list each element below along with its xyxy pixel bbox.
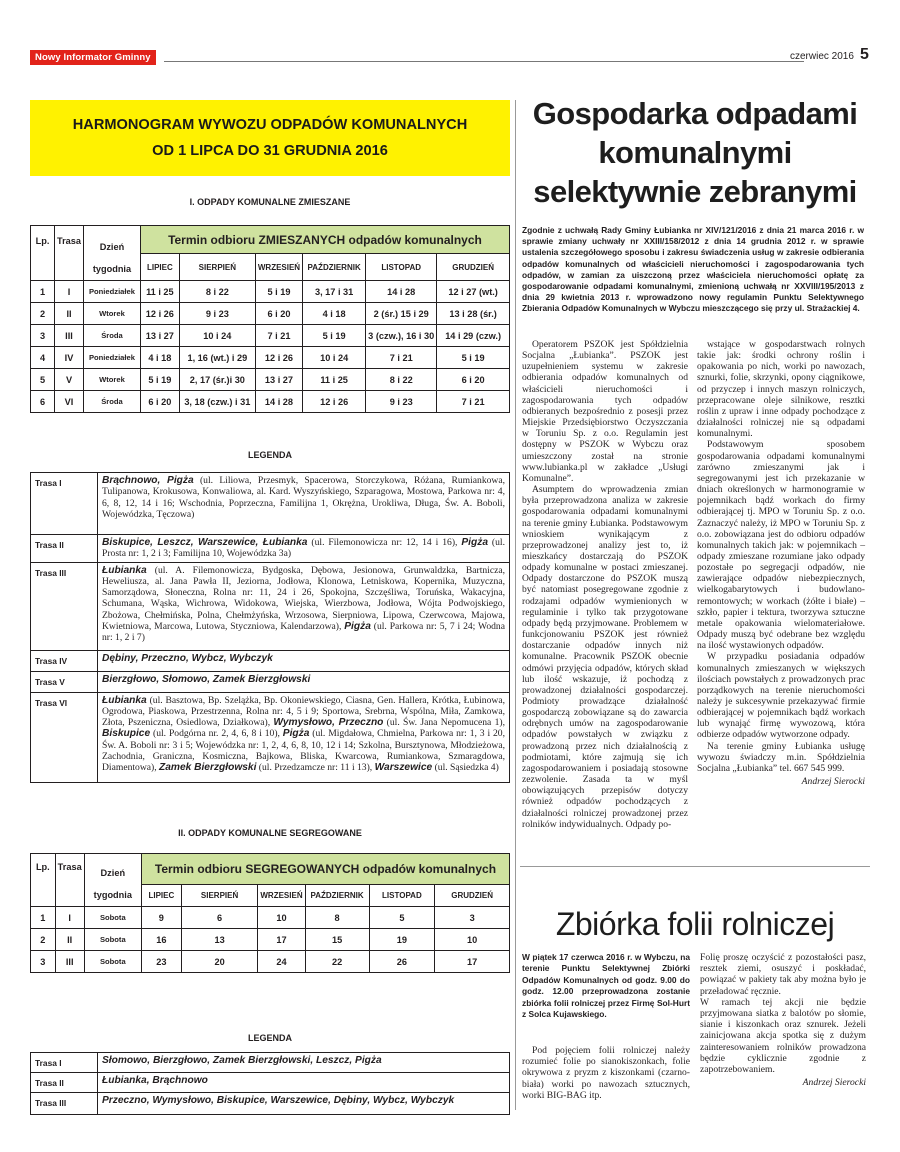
pickup-dates: 14 i 28 bbox=[366, 281, 437, 303]
row-day: Poniedziałek bbox=[84, 347, 141, 369]
section-heading-segregated: II. ODPADY KOMUNALNE SEGREGOWANE bbox=[178, 828, 362, 838]
place-name: Pigża bbox=[344, 621, 371, 633]
table-row bbox=[31, 303, 510, 325]
route-label: Trasa I bbox=[31, 473, 98, 535]
pickup-dates: 3 (czw.), 16 i 30 bbox=[366, 325, 437, 347]
pickup-dates: 7 i 21 bbox=[366, 347, 437, 369]
pickup-dates: 10 i 24 bbox=[303, 347, 366, 369]
place-name: Zamek Bierzgłowski bbox=[159, 762, 257, 774]
table-row bbox=[31, 281, 510, 303]
article2-column-1: Pod pojęciem folii rolniczej należy rozumieć folie po sianokiszonkach, folie okrywowa z pryzm z kiszonkami (czarno-biała) worki po nawozach sztucznych, worki BIG-BAG itp. bbox=[522, 1045, 690, 1101]
row-day: Sobota bbox=[84, 907, 141, 929]
pickup-dates: 10 bbox=[258, 907, 305, 929]
place-name: Wymysłowo, Przeczno bbox=[273, 717, 384, 729]
row-trasa: II bbox=[55, 929, 84, 951]
table-row bbox=[31, 929, 510, 951]
pickup-dates: 6 i 20 bbox=[437, 369, 510, 391]
pickup-dates: 15 bbox=[305, 929, 369, 951]
street-list: (ul. Podgórna nr. 2, 4, 6, 8 i 10), bbox=[150, 728, 283, 740]
pickup-dates: 4 i 18 bbox=[140, 347, 179, 369]
paragraph: Folię proszę oczyścić z pozostałości pasz, resztek ziemi, osuszyć i poskładać, powiązać w pakiety tak aby można było je przeładować ręcznie. bbox=[700, 952, 866, 997]
place-name: Przeczno, Wymysłowo, Biskupice, Warszewice, Dębiny, Wybcz, Wybczyk bbox=[102, 1095, 455, 1106]
legend-heading-2: LEGENDA bbox=[247, 1033, 292, 1043]
table-row bbox=[31, 369, 510, 391]
route-label: Trasa II bbox=[31, 1073, 98, 1093]
row-trasa: V bbox=[55, 369, 84, 391]
col-header-lp: Lp. bbox=[31, 854, 56, 907]
paragraph: Asumptem do wprowadzenia zmian była przeprowadzona analiza w zakresie gospodarowania odpadami komunalnymi na terenie gminy Łubianka. Podstawowym wnioskiem wynikającym z przeprowadzonej analizy jest to, iż mieszkańcy dostarczają do PSZOK odpady komunalne w postaci zmieszanej. Odpady dostarczone do PSZOK muszą być natomiast posegregowane zgodnie z rodzajami odpadów wymienionych w regulaminie i tylko tak przygotowane odpady będą przyjmowane. Problemem w funkcjonowaniu PSZOK jest również dostarczanie odpadów innych niż komunalne. Pracownik PSZOK obecnie odmówi przyjęcia odpadów, których skład lub ilość wskazuje, iż pochodzą z prowadzonej działalności gospodarczej. Podmioty prowadzące działalność gospodarczą zobowiązane są do zawarcia odrębnych umów na zagospodarowanie odpadów powstałych w związku z prowadzoną przez nich działalnością z podmiotami, które zajmują się ich zagospodarowaniem i posiadają stosowne zezwolenie. Zasada ta w myśl obowiązujących przepisów dotyczy również odpadów pochodzących z działalności rolniczej prowadzonej przez rolników indywidualnych. Odpady po- bbox=[522, 484, 688, 830]
row-day: Środa bbox=[84, 391, 141, 413]
table-row bbox=[31, 325, 510, 347]
col-header-dzien: Dzień tygodnia bbox=[84, 854, 141, 907]
route-label: Trasa III bbox=[31, 1093, 98, 1115]
place-name: Słomowo, Bierzgłowo, Zamek Bierzgłowski, Leszcz, Pigża bbox=[102, 1055, 382, 1066]
pickup-dates: 10 i 24 bbox=[179, 325, 255, 347]
month-header: PAŹDZIERNIK bbox=[305, 884, 369, 906]
author-signature: Andrzej Sierocki bbox=[801, 776, 865, 788]
route-places bbox=[98, 692, 510, 782]
row-day: Wtorek bbox=[84, 303, 141, 325]
legend-row bbox=[31, 1053, 510, 1073]
row-lp: 1 bbox=[31, 907, 56, 929]
legend-row bbox=[31, 650, 510, 671]
pickup-dates: 20 bbox=[181, 951, 258, 973]
pickup-dates: 12 i 26 bbox=[140, 303, 179, 325]
article2-title: Zbiórka folii rolniczej bbox=[555, 906, 835, 942]
route-places bbox=[98, 650, 510, 671]
pickup-dates: 8 bbox=[305, 907, 369, 929]
pickup-dates: 3, 17 i 31 bbox=[303, 281, 366, 303]
pickup-dates: 6 bbox=[181, 907, 258, 929]
month-header: WRZESIEŃ bbox=[255, 254, 302, 281]
pickup-dates: 19 bbox=[369, 929, 435, 951]
pickup-dates: 6 i 20 bbox=[255, 303, 302, 325]
legend-row bbox=[31, 562, 510, 650]
schedule-banner bbox=[30, 100, 510, 176]
legend-row bbox=[31, 1073, 510, 1093]
pickup-dates: 13 i 27 bbox=[140, 325, 179, 347]
legend-row bbox=[31, 671, 510, 692]
legend-row bbox=[31, 1093, 510, 1115]
pickup-dates: 3 bbox=[435, 907, 510, 929]
pickup-dates: 23 bbox=[141, 951, 181, 973]
route-label: Trasa V bbox=[31, 671, 98, 692]
pickup-dates: 7 i 21 bbox=[255, 325, 302, 347]
article-column-1 bbox=[522, 339, 688, 830]
place-name: Pigża bbox=[461, 537, 488, 548]
place-name: Łubianka bbox=[102, 564, 147, 576]
place-name: Biskupice bbox=[102, 728, 151, 740]
pickup-dates: 5 i 19 bbox=[140, 369, 179, 391]
row-lp: 5 bbox=[31, 369, 55, 391]
pickup-dates: 5 i 19 bbox=[437, 347, 510, 369]
group-header: Termin odbioru ZMIESZANYCH odpadów komunalnych bbox=[140, 226, 509, 254]
pickup-dates: 16 bbox=[141, 929, 181, 951]
month-header: SIERPIEŃ bbox=[179, 254, 255, 281]
pickup-dates: 2 (śr.) 15 i 29 bbox=[366, 303, 437, 325]
place-name: Łubianka bbox=[102, 694, 147, 706]
pickup-dates: 24 bbox=[258, 951, 305, 973]
pickup-dates: 6 i 20 bbox=[140, 391, 179, 413]
route-label: Trasa VI bbox=[31, 692, 98, 782]
street-list: (ul. Migdałowa, Chmielna, Parkowa nr: 1, 3 i 20, Św. A. Boboli nr: 3 i 5; Wojewódzka nr: 1, 2, 4, 6, 8, 10, 12 i 14; Szkolna, Bursztynowa, Młodzieżowa, Zachodnia, Graniczna, Kosmiczna, Bajkowa, Bliska, Kwarcowa, Rumiankowa, Szmaragdowa, Diamentowa), bbox=[102, 728, 505, 774]
route-places bbox=[98, 535, 510, 563]
pickup-dates: 5 i 19 bbox=[255, 281, 302, 303]
pickup-dates: 13 i 27 bbox=[255, 369, 302, 391]
pickup-dates: 9 bbox=[141, 907, 181, 929]
pickup-dates: 22 bbox=[305, 951, 369, 973]
legend-row bbox=[31, 473, 510, 535]
street-list: (ul. Basztowa, Bp. Szelążka, Bp. Okoniewskiego, Ciasna, Gen. Hallera, Krótka, Łubinowa, Ogrodowa, Piaskowa, Przestrzenna, Rolna nr: 4, 5 i 9; Sportowa, Srebrna, Wspólna, Miła, Zamkowa, Złota, Pszeniczna, Osiedlowa, Działkowa), bbox=[102, 694, 505, 729]
route-places bbox=[98, 1073, 510, 1093]
route-label: Trasa II bbox=[31, 535, 98, 563]
place-name: Bierzgłowo, Słomowo, Zamek Bierzgłowski bbox=[102, 673, 311, 685]
place-name: Łubianka, Brąchnowo bbox=[102, 1075, 208, 1086]
pickup-dates: 13 bbox=[181, 929, 258, 951]
row-lp: 2 bbox=[31, 929, 56, 951]
article-lead: Zgodnie z uchwałą Rady Gminy Łubianka nr XIV/121/2016 z dnia 21 marca 2016 r. w sprawie zmiany uchwały nr XXIII/158/2012 z dnia 14 grudnia 2012 r. w sprawie ustalenia szczegółowego sposobu i zakresu świadczenia usług w zakresie odbierania odpadów komunalnych od właścicieli nieruchomości i zagospodarowania tych odpadów, w zamian za uiszczoną przez właściciela nieruchomości opłatę za gospodarowanie odpadami komunalnymi, zmienioną uchwałą nr XXVIII/195/2013 z dnia 29 kwietnia 2013 r. wprowadzono nowy regulamin Punktu Selektywnego Zbierania Odpadów Komunalnych w Wybczu mieszczącego się przy ul. Strażackiej 4. bbox=[522, 225, 864, 314]
pickup-dates: 9 i 23 bbox=[179, 303, 255, 325]
col-header-lp: Lp. bbox=[31, 226, 55, 281]
paragraph: wstające w gospodarstwach rolnych takie jak: środki ochrony roślin i opakowania po nich, worki po nawozach, sznurki, folie, skrzynki, opony ciągnikowe, od przyczep i innych maszyn rolniczych, przepracowane oleje silnikowe, resztki roślin z upraw i inne odpady pochodzące z działalności rolniczej nie są odpadami komunalnymi. bbox=[697, 339, 865, 440]
street-list: (ul. Filemonowicza nr: 12, 14 i 16), bbox=[307, 537, 462, 548]
pickup-dates: 2, 17 (śr.)i 30 bbox=[179, 369, 255, 391]
article-separator bbox=[520, 866, 870, 867]
pickup-dates: 17 bbox=[435, 951, 510, 973]
row-trasa: III bbox=[55, 325, 84, 347]
author-signature: Andrzej Sierocki bbox=[802, 1077, 866, 1089]
section-heading-mixed: I. ODPADY KOMUNALNE ZMIESZANE bbox=[189, 197, 351, 207]
route-label: Trasa I bbox=[31, 1053, 98, 1073]
month-header: GRUDZIEŃ bbox=[437, 254, 510, 281]
paragraph: Podstawowym sposobem gospodarowania odpadami komunalnymi zarówno zmieszanymi jak i segregowanymi jest ich przekazanie w dniach określonych w harmonogramie w pojemnikach bądź workach do firmy odbierającej tj. MPO w Toruniu Sp. z o.o. Zaznaczyć należy, iż MPO w Toruniu Sp. z o.o. zobowiązana jest do odbioru odpadów komunalnych takich jak: w pojemnikach – odpady zmieszane rozumiane jako odpady pozostałe po segregacji odpadów, nie zawierające odpadów niebezpiecznych, wielkogabarytowych i budowlano-remontowych; w workach (żółte i białe) – szkło, papier i tektura, tworzywa sztuczne metale opakowania wielomateriałowe. Odpady muszą być odebrane bez względu na ilość wystawionych odpadów. bbox=[697, 439, 865, 652]
street-list: (ul. Prosta nr: 1, 2 i 3; Familijna 10, Wojewódzka 3a) bbox=[102, 537, 505, 560]
pickup-dates: 26 bbox=[369, 951, 435, 973]
month-header: LISTOPAD bbox=[369, 884, 435, 906]
column-divider bbox=[515, 100, 516, 1110]
legend-row bbox=[31, 535, 510, 563]
street-list: (ul. Św. Jana Nepomucena 1), bbox=[383, 717, 505, 729]
place-name: Warszewice bbox=[374, 762, 433, 774]
table-row bbox=[31, 907, 510, 929]
row-lp: 3 bbox=[31, 325, 55, 347]
route-places bbox=[98, 671, 510, 692]
page-number: 5 bbox=[860, 46, 869, 63]
month-header: SIERPIEŃ bbox=[181, 884, 258, 906]
article2-column-2 bbox=[700, 952, 866, 1088]
row-day: Poniedziałek bbox=[84, 281, 141, 303]
pickup-dates: 3, 18 (czw.) i 31 bbox=[179, 391, 255, 413]
month-header: GRUDZIEŃ bbox=[435, 884, 510, 906]
route-label: Trasa IV bbox=[31, 650, 98, 671]
row-trasa: I bbox=[55, 281, 84, 303]
month-header: LISTOPAD bbox=[366, 254, 437, 281]
row-day: Środa bbox=[84, 325, 141, 347]
table-row bbox=[31, 347, 510, 369]
table-row bbox=[31, 951, 510, 973]
pickup-dates: 8 i 22 bbox=[179, 281, 255, 303]
article2-lead: W piątek 17 czerwca 2016 r. w Wybczu, na terenie Punktu Selektywnej Zbiórki Odpadów Komunalnych od godz. 9.00 do godz. 12.00 przeprowadzona zostanie zbiórka folii rolniczej przez Firmę Sol-Hurt z Solca Kujawskiego. bbox=[522, 952, 690, 1020]
paragraph: W ramach tej akcji nie będzie przyjmowana siatka z balotów po słomie, sianie i kiszonkach oraz sznurek. Jeżeli zainicjowana akcja spotka się z dużym zainteresowaniem rolników prowadzona będzie cyklicznie zgodnie z zapotrzebowaniem. bbox=[700, 996, 866, 1076]
group-header: Termin odbioru SEGREGOWANYCH odpadów komunalnych bbox=[141, 854, 509, 885]
article-column-2 bbox=[697, 339, 865, 787]
mixed-waste-schedule bbox=[30, 225, 510, 413]
banner-line-2: OD 1 LIPCA DO 31 GRUDNIA 2016 bbox=[152, 143, 388, 159]
pickup-dates: 9 i 23 bbox=[366, 391, 437, 413]
pickup-dates: 12 i 26 bbox=[303, 391, 366, 413]
street-list: (ul. Sąsiedzka 4) bbox=[432, 762, 499, 774]
paragraph: Operatorem PSZOK jest Spółdzielnia Socjalna „Łubianka”. PSZOK jest uzupełnieniem systemu w zakresie odbierania odpadów komunalnych od właścicieli nieruchomości i zagospodarowania tych odpadów odbieranych bezpośrednio z posesji przez Miejskie Przedsiębiorstwo Oczyszczania w Toruniu Sp. z o.o. Regulamin jest dostępny w PSZOK w Wybczu oraz umieszczony został na stronie www.lubianka.pl w zakładce „Usługi Komunalne”. bbox=[522, 339, 688, 484]
page-header bbox=[30, 46, 870, 68]
place-name: Brąchnowo, Pigża bbox=[102, 475, 194, 486]
banner-line-1: HARMONOGRAM WYWOZU ODPADÓW KOMUNALNYCH bbox=[72, 117, 468, 133]
row-lp: 2 bbox=[31, 303, 55, 325]
pickup-dates: 13 i 28 (śr.) bbox=[437, 303, 510, 325]
legend-table-segregated bbox=[30, 1052, 510, 1115]
legend-row bbox=[31, 692, 510, 782]
legend-table-mixed bbox=[30, 472, 510, 783]
col-header-trasa: Trasa bbox=[55, 854, 84, 907]
month-header: WRZESIEŃ bbox=[258, 884, 305, 906]
pickup-dates: 14 i 29 (czw.) bbox=[437, 325, 510, 347]
row-day: Sobota bbox=[84, 951, 141, 973]
pickup-dates: 1, 16 (wt.) i 29 bbox=[179, 347, 255, 369]
route-places bbox=[98, 473, 510, 535]
pickup-dates: 17 bbox=[258, 929, 305, 951]
pickup-dates: 8 i 22 bbox=[366, 369, 437, 391]
row-lp: 1 bbox=[31, 281, 55, 303]
article-title: Gospodarka odpadami komunalnymi selektywnie zebranymi bbox=[532, 96, 858, 209]
col-header-dzien: Dzień tygodnia bbox=[84, 226, 141, 281]
place-name: Dębiny, Przeczno, Wybcz, Wybczyk bbox=[102, 652, 273, 664]
route-places bbox=[98, 1093, 510, 1115]
row-day: Wtorek bbox=[84, 369, 141, 391]
col-header-trasa: Trasa bbox=[55, 226, 84, 281]
street-list: (ul. Przedzamcze nr: 11 i 13), bbox=[256, 762, 375, 774]
pickup-dates: 11 i 25 bbox=[303, 369, 366, 391]
pickup-dates: 5 bbox=[369, 907, 435, 929]
pickup-dates: 10 bbox=[435, 929, 510, 951]
street-list: (ul. Parkowa nr: 5, 7 i 24; Wodna nr: 1, 2 i 7) bbox=[102, 621, 505, 644]
pickup-dates: 11 i 25 bbox=[140, 281, 179, 303]
segregated-waste-schedule bbox=[30, 853, 510, 973]
pickup-dates: 4 i 18 bbox=[303, 303, 366, 325]
street-list: (ul. A. Filemonowicza, Bydgoska, Dębowa, Jesionowa, Grunwaldzka, Bartnicza, Heweliusza, al. Jana Pawła II, Jeziorna, Jodłowa, Klonowa, Letniskowa, Kopernika, Muzyczna, Samorządowa, Słoneczna, Rolna nr: 11, 24 i 26, Spokojna, Szczęśliwa, Toruńska, Wakacyjna, Schumana, Wąska, Wichrowa, Widokowa, Wiejska, Wierzbowa, Jodłowa, Wójta Podwojskiego, Zbożowa, Chełmińska, Polna, Chełmżyńska, Wrzosowa, Sierpniowa, Lipowa, Czerwcowa, Majowa, Kwietniowa, Marcowa, Lutowa, Styczniowa, Kalendarzowa), bbox=[102, 564, 505, 633]
brand-label: Nowy Informator Gminny bbox=[30, 50, 156, 65]
row-lp: 3 bbox=[31, 951, 56, 973]
pickup-dates: 5 i 19 bbox=[303, 325, 366, 347]
place-name: Biskupice, Leszcz, Warszewice, Łubianka bbox=[102, 537, 308, 548]
row-trasa: IV bbox=[55, 347, 84, 369]
issue-date: czerwiec 2016 bbox=[790, 51, 854, 62]
table-row bbox=[31, 391, 510, 413]
row-trasa: VI bbox=[55, 391, 84, 413]
street-list: (ul. Liliowa, Przesmyk, Spacerowa, Storczykowa, Różana, Rumiankowa, Tulipanowa, Krokusowa, Konwaliowa, al. Kard. Wyszyńskiego, Szparagowa, Mostowa, Parkowa nr: 4, 6, 8, 12, 14 i 16; Wschodnia, Poprzeczna, Familijna 1, Okrężna, Urokliwa, Długa, Św. A. Boboli, Wojewódzka, Tęczowa) bbox=[102, 475, 505, 520]
place-name: Pigża bbox=[282, 728, 310, 740]
paragraph: Na terenie gminy Łubianka usługę wywozu świadczy m.in. Spółdzielnia Socjalna „Łubianka” tel. 667 545 999. bbox=[697, 740, 865, 774]
legend-heading-1: LEGENDA bbox=[247, 450, 292, 460]
route-places bbox=[98, 562, 510, 650]
paragraph: W przypadku posiadania odpadów komunalnych zmieszanych w większych ilościach powstałych z prowadzonych prac porządkowych na terenie nieruchomości należy je sukcesywnie przekazywać firmie odbierającej w pojemnikach bądź workach lub wynająć firmę wywozową, która odbierze odpadów wytworzone odpady. bbox=[697, 651, 865, 741]
row-lp: 6 bbox=[31, 391, 55, 413]
header-rule bbox=[164, 61, 804, 62]
month-header: PAŹDZIERNIK bbox=[303, 254, 366, 281]
row-trasa: II bbox=[55, 303, 84, 325]
pickup-dates: 14 i 28 bbox=[255, 391, 302, 413]
pickup-dates: 12 i 26 bbox=[255, 347, 302, 369]
row-trasa: I bbox=[55, 907, 84, 929]
row-day: Sobota bbox=[84, 929, 141, 951]
row-trasa: III bbox=[55, 951, 84, 973]
month-header: LIPIEC bbox=[140, 254, 179, 281]
route-places bbox=[98, 1053, 510, 1073]
pickup-dates: 7 i 21 bbox=[437, 391, 510, 413]
pickup-dates: 12 i 27 (wt.) bbox=[437, 281, 510, 303]
row-lp: 4 bbox=[31, 347, 55, 369]
month-header: LIPIEC bbox=[141, 884, 181, 906]
route-label: Trasa III bbox=[31, 562, 98, 650]
